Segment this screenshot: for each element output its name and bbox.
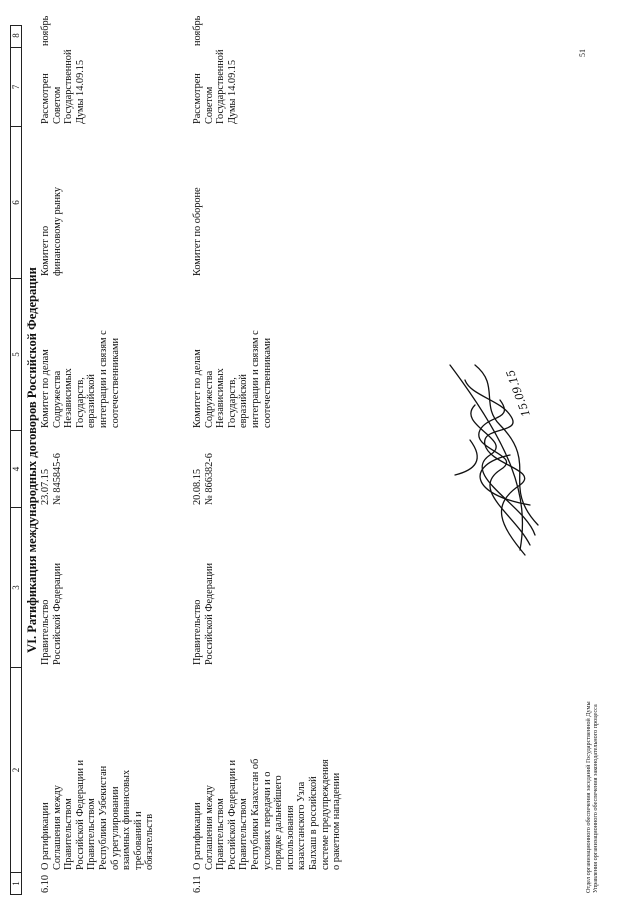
col-num-3: 3 [11, 507, 22, 667]
row-6-10-num: 6.10 [40, 874, 51, 893]
rotated-table-sheet [10, 10, 599, 895]
row-6-10-month: ноябрь [40, 15, 51, 46]
row-6-11-num: 6.11 [192, 875, 203, 893]
page-number: 51 [578, 49, 587, 57]
row-6-11-initiator: Правительство Российской Федерации [192, 563, 215, 665]
row-6-10-co-committee: Комитет по финансовому рынку [40, 186, 63, 276]
row-6-11-co-committee: Комитет по обороне [192, 187, 203, 276]
row-6-11-status: Рассмотрен Советом Государственной Думы 14.09.15 [192, 49, 238, 124]
col-num-2: 2 [11, 667, 22, 872]
row-6-11-month: ноябрь [192, 15, 203, 46]
col-num-5: 5 [11, 278, 22, 430]
col-num-1: 1 [11, 872, 22, 894]
row-6-11-title: О ратификации Соглашения между Правительством Российской Федерации и Правительством Республики Казахстан об условиях передачи и о порядке дальнейшего использования казахстанского Узла Балхаш в российской системе предупреждения о ракетном нападении [192, 758, 343, 870]
handwritten-signature [430, 335, 560, 565]
row-6-10-initiator: Правительство Российской Федерации [40, 563, 63, 665]
row-6-11-committee: Комитет по делам Содружества Независимых Государств, евразийской интеграции и связям с соотечественниками [192, 330, 273, 428]
row-6-10-title: О ратификации Соглашения между Правительством Российской Федерации и Правительством Республики Узбекистан об урегулировании взаимных финансовых требований и обязательств [40, 759, 156, 870]
row-6-10-date: 23.07.15 № 845845-6 [40, 453, 63, 505]
col-num-4: 4 [11, 430, 22, 507]
col-num-7: 7 [11, 47, 22, 126]
footer-department [585, 493, 599, 893]
signature-date: 15.09.15 [503, 367, 533, 419]
section-title: VI. Ратификация международных договоров Российской Федерации [25, 267, 39, 653]
footer-line-2: Управления организационного обеспечения законодательного процесса [592, 704, 599, 893]
row-6-10-status: Рассмотрен Советом Государственной Думы 14.09.15 [40, 49, 86, 124]
row-6-10-committee: Комитет по делам Содружества Независимых Государств, евразийской интеграции и связям с соотечественниками [40, 330, 121, 428]
footer-line-1: Отдел организационного обеспечения заседаний Государственной Думы [585, 701, 592, 893]
column-number-header [10, 25, 22, 895]
row-6-11-date: 20.08.15 № 866382-6 [192, 453, 215, 505]
col-num-6: 6 [11, 126, 22, 278]
col-num-8: 8 [11, 33, 21, 38]
